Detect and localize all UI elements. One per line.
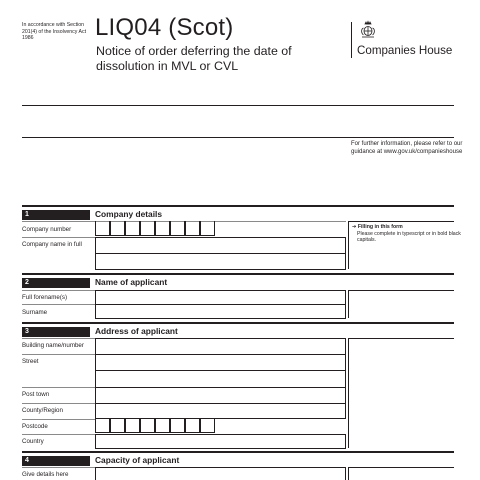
building-field[interactable]	[95, 338, 346, 354]
field-divider	[22, 237, 95, 238]
field-label: Post town	[22, 391, 50, 398]
side-notes-box	[348, 467, 454, 480]
section-rule	[22, 205, 454, 207]
field-label: County/Region	[22, 407, 63, 414]
field-divider	[22, 403, 95, 404]
section-number: 3	[22, 327, 90, 337]
header-rule-bottom	[22, 137, 454, 138]
section-rule	[22, 451, 454, 453]
street-field-line-2[interactable]	[95, 370, 346, 387]
section-number: 4	[22, 456, 90, 466]
section-number: 1	[22, 210, 90, 220]
header-rule-top	[22, 105, 454, 106]
section-rule	[22, 273, 454, 275]
field-label: Surname	[22, 309, 48, 316]
field-divider	[22, 304, 95, 305]
field-divider	[22, 387, 95, 388]
surname-field[interactable]	[95, 304, 346, 319]
field-divider	[95, 318, 346, 319]
post-town-field[interactable]	[95, 387, 346, 403]
field-label: Company name in full	[22, 241, 82, 248]
brand-name: Companies House	[357, 44, 453, 57]
field-label: Full forename(s)	[22, 294, 68, 301]
field-divider	[22, 419, 95, 420]
side-notes-box	[348, 290, 454, 318]
section-title: Address of applicant	[95, 326, 178, 336]
arrow-right-icon: ➔	[352, 224, 357, 230]
field-divider	[95, 269, 346, 270]
country-field[interactable]	[95, 434, 346, 449]
company-name-field-line-2[interactable]	[95, 253, 346, 270]
side-notes-box	[348, 338, 454, 448]
field-label: Street	[22, 358, 39, 365]
section-title: Name of applicant	[95, 277, 168, 287]
capacity-field[interactable]	[95, 467, 346, 480]
form-code: LIQ04 (Scot)	[95, 14, 234, 41]
field-divider	[95, 448, 346, 449]
forename-field[interactable]	[95, 290, 346, 304]
guidance-note: ➔ Filling in this form Please complete in typescript or in bold black capitals.	[352, 224, 461, 244]
field-label: Postcode	[22, 423, 48, 430]
further-information: For further information, please refer to our guidance at www.gov.uk/companieshouse	[351, 141, 463, 155]
company-name-field[interactable]	[95, 237, 346, 253]
royal-crest-icon	[358, 20, 378, 40]
section-number: 2	[22, 278, 90, 288]
county-field[interactable]	[95, 403, 346, 419]
field-divider	[22, 354, 95, 355]
field-label: Country	[22, 438, 44, 445]
field-label: Building name/number	[22, 342, 84, 349]
field-divider	[22, 434, 95, 435]
section-title: Capacity of applicant	[95, 455, 180, 465]
form-title: Notice of order deferring the date of dissolution in MVL or CVL	[96, 44, 292, 73]
section-rule	[22, 322, 454, 324]
street-field[interactable]	[95, 354, 346, 370]
legal-reference: In accordance with Section 201(4) of the Insolvency Act 1986	[22, 22, 87, 41]
section-title: Company details	[95, 209, 163, 219]
field-label: Company number	[22, 226, 72, 233]
brand-divider	[351, 22, 352, 58]
field-label: Give details here	[22, 471, 69, 478]
